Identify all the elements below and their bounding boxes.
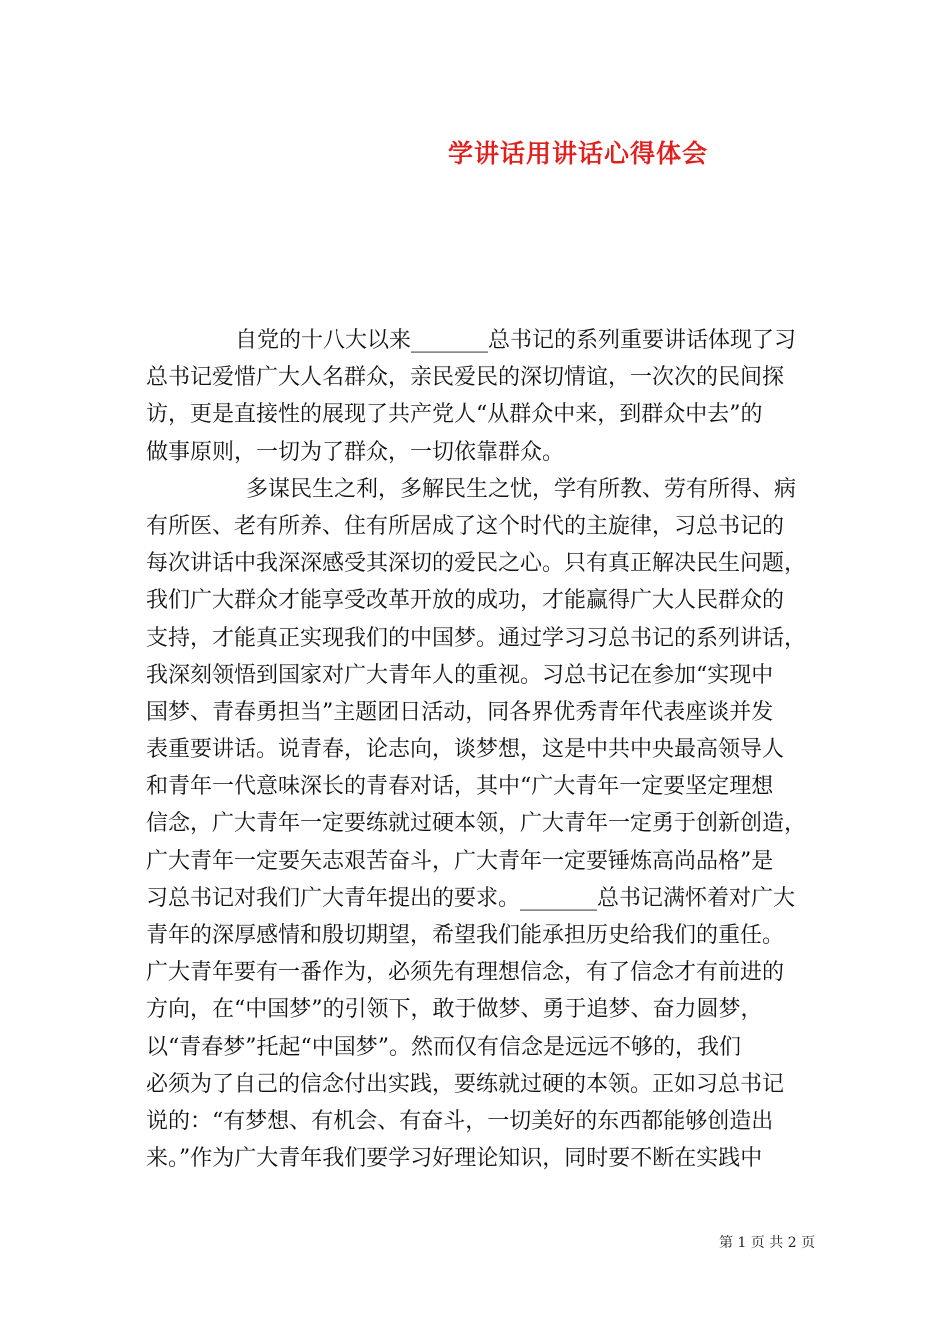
paragraph-line: 每次讲话中我深深感受其深切的爱民之心。只有真正解决民生问题， [146,551,807,577]
page-footer: 第 1 页 共 2 页 [719,1235,816,1251]
paragraph-line: 必须为了自己的信念付出实践，要练就过硬的本领。正如习总书记 [146,1071,785,1097]
paragraph-line: 广大青年一定要矢志艰苦奋斗，广大青年一定要锤炼高尚品格”是 [146,848,774,874]
paragraph-line: 习总书记对我们广大青年提出的要求。_______总书记满怀着对广大 [146,885,796,911]
paragraph-line: 表重要讲话。说青春，论志向，谈梦想，这是中共中央最高领导人 [146,737,785,763]
paragraph-line: 来。”作为广大青年我们要学习好理论知识，同时要不断在实践中 [146,1146,763,1172]
paragraph-line: 国梦、青春勇担当”主题团日活动，同各界优秀青年代表座谈并发 [146,699,774,725]
paragraph-line: 多谋民生之利，多解民生之忧，学有所教、劳有所得、病 [246,476,797,502]
paragraph-line: 以“青春梦”托起“中国梦”。然而仅有信念是远远不够的，我们 [146,1034,741,1060]
paragraph-line: 有所医、老有所养、住有所居成了这个时代的主旋律，习总书记的 [146,513,785,539]
paragraph-line: 青年的深厚感情和殷切期望，希望我们能承担历史给我们的重任。 [146,923,785,948]
paragraph-line: 说的：“有梦想、有机会、有奋斗，一切美好的东西都能够创造出 [146,1108,774,1134]
paragraph-line: 和青年一代意味深长的青春对话，其中“广大青年一定要坚定理想 [146,774,774,800]
paragraph-line: 自党的十八大以来_______总书记的系列重要讲话体现了习 [235,328,797,353]
paragraph-line: 我们广大群众才能享受改革开放的成功，才能赢得广大人民群众的 [146,588,785,614]
paragraph-line: 做事原则，一切为了群众，一切依靠群众。 [146,439,565,465]
paragraph-1 [146,322,816,471]
paragraph-line: 方向，在“中国梦”的引领下，敢于做梦、勇于追梦、奋力圆梦， [146,997,763,1023]
paragraph-line: 广大青年要有一番作为，必须先有理想信念，有了信念才有前进的 [146,960,785,986]
page-title: 学讲话用讲话心得体会 [448,139,709,168]
paragraph-line: 访，更是直接性的展现了共产党人“从群众中来，到群众中去”的 [146,402,763,428]
paragraph-line: 信念，广大青年一定要练就过硬本领，广大青年一定勇于创新创造， [146,811,807,837]
document-body [146,322,816,1177]
paragraph-2 [146,471,816,1178]
paragraph-line: 总书记爱惜广大人名群众，亲民爱民的深切情谊，一次次的民间探 [146,365,785,391]
paragraph-line: 支持，才能真正实现我们的中国梦。通过学习习总书记的系列讲话， [146,625,807,651]
paragraph-line: 我深刻领悟到国家对广大青年人的重视。习总书记在参加“实现中 [146,662,774,688]
